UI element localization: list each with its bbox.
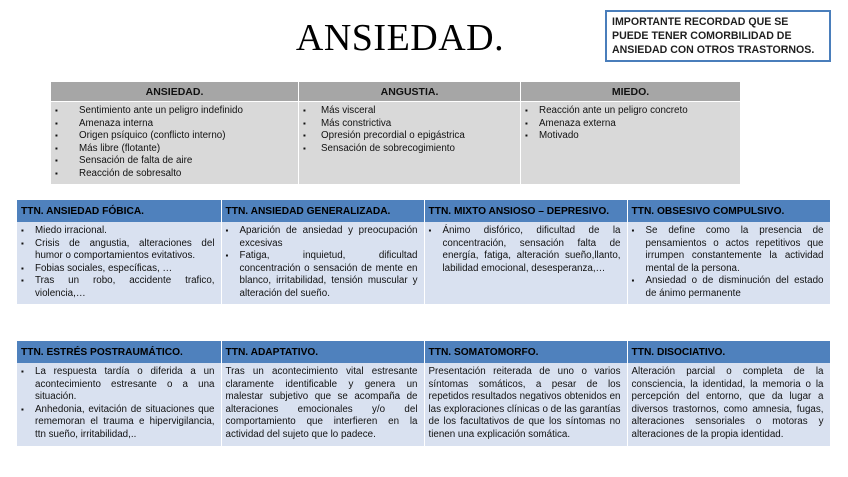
list-item: ▪ Aparición de ansiedad y preocupación excesivas [226,225,418,250]
header-obsesivo: TTN. OBSESIVO COMPULSIVO. [627,200,830,222]
list-item: ▪ Reacción de sobresalto [55,168,292,181]
mixto-cell [424,222,627,304]
somatomorfo-text: Presentación reiterada de uno o varios síntomas somáticos, a pesar de los repetidos resultados negativos obtenidos en las exploraciones clínicas o de las garantías de los facultativos de que los síntomas no tienen una explicación somática. [428,366,621,440]
list-item: ▪ Tras un robo, accidente trafico, violencia,… [21,275,215,300]
list-item: ▪ Fatiga, inquietud, dificultad concentración o sensación de mente en blanco, irritabilidad, tensión muscular y alteración del sueño. [226,250,418,300]
angustia-cell [299,102,521,185]
angustia-list [303,105,514,155]
list-item: ▪ Se define como la presencia de pensamientos o actos repetitivos que irrumpen constantemente la actividad mental de la persona. [632,225,824,275]
fobica-cell [17,222,221,304]
header-estres: TTN. ESTRÉS POSTRAUMÁTICO. [17,341,221,363]
list-item: ▪ Sentimiento ante un peligro indefinido [55,105,292,118]
page-title: ANSIEDAD. [295,17,505,59]
header-generalizada: TTN. ANSIEDAD GENERALIZADA. [221,200,424,222]
comparison-table [50,81,741,185]
miedo-list [525,105,734,143]
header-adaptativo: TTN. ADAPTATIVO. [221,341,424,363]
list-item: ▪ Reacción ante un peligro concreto [525,105,734,118]
list-item: ▪ Más libre (flotante) [55,143,292,156]
list-item: ▪ Miedo irracional. [21,225,215,238]
disociativo-text: Alteración parcial o completa de la consciencia, la identidad, la memoria o la percepción del entorno, que da lugar a diversos trastornos, como amnesia, fugas, alteraciones sensoriales o motoras y alteraciones de la propia identidad. [631,366,824,440]
adaptativo-cell [221,363,424,446]
list-item: ▪ Amenaza interna [55,118,292,131]
list-item: ▪ Opresión precordial o epigástrica [303,130,514,143]
ansiedad-cell [51,102,299,185]
list-item: ▪ La respuesta tardía o diferida a un acontecimiento estresante o a una situación. [21,366,215,404]
list-item: ▪ Sensación de sobrecogimiento [303,143,514,156]
estres-cell [17,363,221,446]
list-item: ▪ Motivado [525,130,734,143]
ansiedad-list [55,105,292,181]
list-item: ▪ Más visceral [303,105,514,118]
mixto-list [429,225,621,275]
disorders-table-1 [17,200,831,304]
disociativo-cell [627,363,830,446]
header-disociativo: TTN. DISOCIATIVO. [627,341,830,363]
list-item: ▪ Anhedonia, evitación de situaciones que rememoran el trauma e hipervigilancia, ttn sueño, irritabilidad,.. [21,404,215,442]
obsesivo-list [632,225,824,301]
generalizada-list [226,225,418,301]
header-angustia: ANGUSTIA. [299,82,521,102]
disorders-table-2 [17,341,831,446]
list-item: ▪ Más constrictiva [303,118,514,131]
list-item: ▪ Ansiedad o de disminución del estado de ánimo permanente [632,275,824,300]
header-ansiedad: ANSIEDAD. [51,82,299,102]
estres-list [21,366,215,442]
generalizada-cell [221,222,424,304]
list-item: ▪ Crisis de angustia, alteraciones del humor o comportamientos evitativos. [21,238,215,263]
list-item: ▪ Amenaza externa [525,118,734,131]
header-miedo: MIEDO. [521,82,741,102]
adaptativo-text: Tras un acontecimiento vital estresante claramente identificable y genera un malestar subjetivo que se acompaña de alteraciones emocionales y/o del comportamiento que interfieren en la actividad del sujeto que lo padece. [225,366,418,440]
fobica-list [21,225,215,301]
header-mixto: TTN. MIXTO ANSIOSO – DEPRESIVO. [424,200,627,222]
list-item: ▪ Ánimo disfórico, dificultad de la concentración, sensación falta de energía, fatiga, alteración sueño,llanto, labilidad emocional, desesperanza,… [429,225,621,275]
list-item: ▪ Origen psíquico (conflicto interno) [55,130,292,143]
header-fobica: TTN. ANSIEDAD FÓBICA. [17,200,221,222]
list-item: ▪ Fobias sociales, específicas, … [21,263,215,276]
comorbidity-note: IMPORTANTE RECORDAD QUE SE PUEDE TENER COMORBILIDAD DE ANSIEDAD CON OTROS TRASTORNOS. [605,10,831,62]
obsesivo-cell [627,222,830,304]
somatomorfo-cell [424,363,627,446]
miedo-cell [521,102,741,185]
header-somatomorfo: TTN. SOMATOMORFO. [424,341,627,363]
list-item: ▪ Sensación de falta de aire [55,155,292,168]
